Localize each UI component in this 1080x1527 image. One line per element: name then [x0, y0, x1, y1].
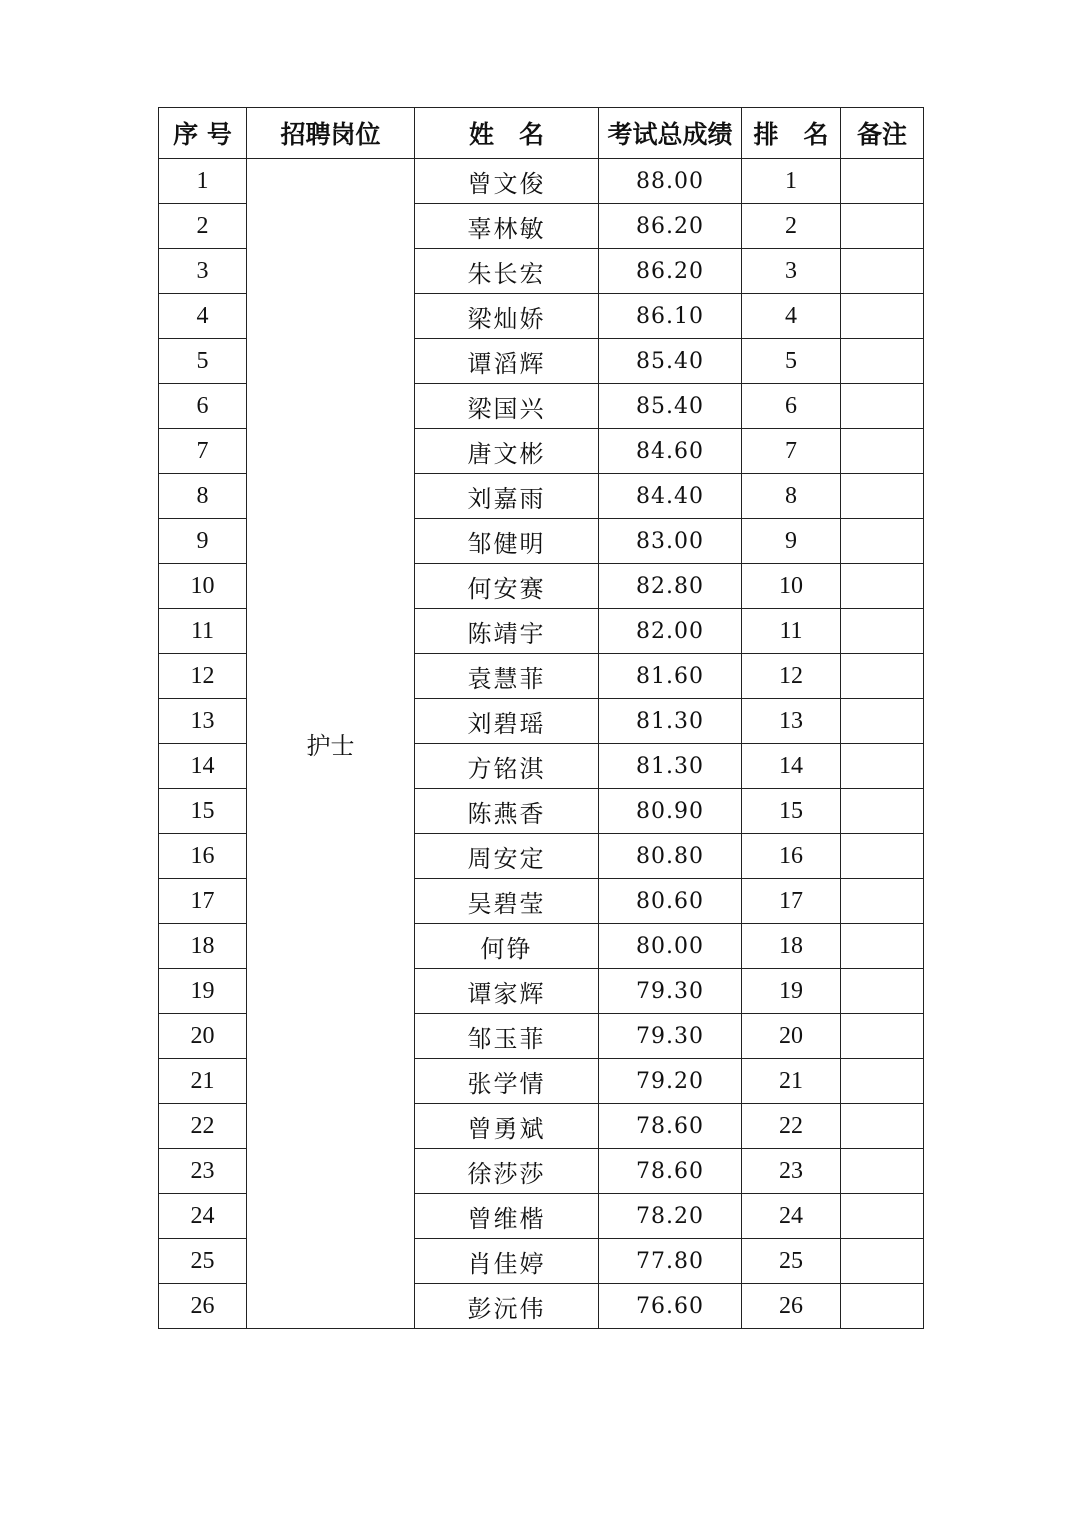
cell-name: 邹健明: [415, 519, 599, 564]
cell-seq: 7: [159, 429, 247, 474]
cell-rank: 24: [742, 1194, 841, 1239]
cell-note: [841, 1284, 924, 1329]
cell-seq: 15: [159, 789, 247, 834]
cell-name: 刘嘉雨: [415, 474, 599, 519]
cell-seq: 20: [159, 1014, 247, 1059]
cell-score: 79.30: [599, 1014, 742, 1059]
cell-name: 辜林敏: [415, 204, 599, 249]
header-row: [159, 108, 924, 159]
cell-seq: 25: [159, 1239, 247, 1284]
table-header: [159, 108, 924, 159]
cell-name: 肖佳婷: [415, 1239, 599, 1284]
cell-name: 张学情: [415, 1059, 599, 1104]
cell-rank: 13: [742, 699, 841, 744]
cell-score: 78.20: [599, 1194, 742, 1239]
header-rank: 排 名: [742, 108, 841, 159]
cell-note: [841, 339, 924, 384]
cell-rank: 6: [742, 384, 841, 429]
cell-score: 82.00: [599, 609, 742, 654]
cell-seq: 5: [159, 339, 247, 384]
cell-name: 何安赛: [415, 564, 599, 609]
cell-rank: 9: [742, 519, 841, 564]
cell-score: 82.80: [599, 564, 742, 609]
cell-position: 护士: [247, 159, 415, 1329]
cell-seq: 12: [159, 654, 247, 699]
cell-note: [841, 609, 924, 654]
cell-note: [841, 1104, 924, 1149]
cell-seq: 13: [159, 699, 247, 744]
cell-score: 88.00: [599, 159, 742, 204]
cell-rank: 20: [742, 1014, 841, 1059]
cell-rank: 10: [742, 564, 841, 609]
cell-note: [841, 699, 924, 744]
cell-rank: 21: [742, 1059, 841, 1104]
cell-rank: 16: [742, 834, 841, 879]
cell-name: 曾勇斌: [415, 1104, 599, 1149]
cell-name: 梁灿娇: [415, 294, 599, 339]
cell-name: 陈燕香: [415, 789, 599, 834]
cell-score: 79.20: [599, 1059, 742, 1104]
cell-seq: 11: [159, 609, 247, 654]
cell-note: [841, 429, 924, 474]
cell-seq: 21: [159, 1059, 247, 1104]
cell-seq: 6: [159, 384, 247, 429]
cell-note: [841, 654, 924, 699]
cell-rank: 12: [742, 654, 841, 699]
cell-name: 邹玉菲: [415, 1014, 599, 1059]
cell-note: [841, 519, 924, 564]
cell-name: 谭滔辉: [415, 339, 599, 384]
cell-score: 80.80: [599, 834, 742, 879]
cell-name: 朱长宏: [415, 249, 599, 294]
cell-seq: 2: [159, 204, 247, 249]
cell-score: 85.40: [599, 384, 742, 429]
cell-score: 79.30: [599, 969, 742, 1014]
cell-rank: 22: [742, 1104, 841, 1149]
cell-seq: 22: [159, 1104, 247, 1149]
cell-score: 85.40: [599, 339, 742, 384]
cell-score: 83.00: [599, 519, 742, 564]
cell-seq: 3: [159, 249, 247, 294]
header-name: 姓 名: [415, 108, 599, 159]
header-seq: 序 号: [159, 108, 247, 159]
cell-score: 81.60: [599, 654, 742, 699]
cell-note: [841, 1239, 924, 1284]
cell-rank: 14: [742, 744, 841, 789]
table-row: [159, 159, 924, 204]
cell-name: 周安定: [415, 834, 599, 879]
table-body: [159, 159, 924, 1329]
cell-seq: 4: [159, 294, 247, 339]
exam-results-table: [158, 107, 924, 1329]
cell-name: 方铭淇: [415, 744, 599, 789]
cell-seq: 17: [159, 879, 247, 924]
cell-score: 84.60: [599, 429, 742, 474]
cell-rank: 25: [742, 1239, 841, 1284]
cell-seq: 26: [159, 1284, 247, 1329]
cell-rank: 23: [742, 1149, 841, 1194]
cell-name: 吴碧莹: [415, 879, 599, 924]
cell-seq: 14: [159, 744, 247, 789]
cell-rank: 5: [742, 339, 841, 384]
cell-name: 谭家辉: [415, 969, 599, 1014]
cell-note: [841, 1014, 924, 1059]
cell-rank: 4: [742, 294, 841, 339]
header-position: 招聘岗位: [247, 108, 415, 159]
cell-note: [841, 789, 924, 834]
cell-name: 曾维楷: [415, 1194, 599, 1239]
results-sheet: [158, 107, 923, 1329]
cell-score: 77.80: [599, 1239, 742, 1284]
cell-score: 80.90: [599, 789, 742, 834]
cell-score: 86.10: [599, 294, 742, 339]
cell-seq: 18: [159, 924, 247, 969]
cell-score: 81.30: [599, 744, 742, 789]
cell-note: [841, 1194, 924, 1239]
cell-name: 陈靖宇: [415, 609, 599, 654]
cell-rank: 15: [742, 789, 841, 834]
cell-rank: 19: [742, 969, 841, 1014]
cell-rank: 8: [742, 474, 841, 519]
cell-note: [841, 744, 924, 789]
cell-rank: 2: [742, 204, 841, 249]
cell-rank: 18: [742, 924, 841, 969]
cell-score: 78.60: [599, 1149, 742, 1194]
cell-note: [841, 1149, 924, 1194]
cell-score: 78.60: [599, 1104, 742, 1149]
cell-seq: 10: [159, 564, 247, 609]
cell-score: 80.60: [599, 879, 742, 924]
cell-note: [841, 834, 924, 879]
header-score: 考试总成绩: [599, 108, 742, 159]
cell-rank: 17: [742, 879, 841, 924]
cell-name: 袁慧菲: [415, 654, 599, 699]
cell-note: [841, 204, 924, 249]
cell-name: 曾文俊: [415, 159, 599, 204]
cell-seq: 23: [159, 1149, 247, 1194]
cell-note: [841, 564, 924, 609]
cell-note: [841, 924, 924, 969]
cell-score: 86.20: [599, 249, 742, 294]
cell-note: [841, 1059, 924, 1104]
cell-seq: 24: [159, 1194, 247, 1239]
cell-name: 刘碧瑶: [415, 699, 599, 744]
cell-note: [841, 879, 924, 924]
cell-seq: 8: [159, 474, 247, 519]
cell-note: [841, 384, 924, 429]
cell-name: 唐文彬: [415, 429, 599, 474]
cell-name: 梁国兴: [415, 384, 599, 429]
cell-score: 80.00: [599, 924, 742, 969]
cell-note: [841, 249, 924, 294]
cell-seq: 19: [159, 969, 247, 1014]
cell-rank: 3: [742, 249, 841, 294]
cell-score: 86.20: [599, 204, 742, 249]
cell-seq: 16: [159, 834, 247, 879]
cell-score: 81.30: [599, 699, 742, 744]
cell-rank: 1: [742, 159, 841, 204]
cell-seq: 9: [159, 519, 247, 564]
cell-rank: 7: [742, 429, 841, 474]
header-note: 备注: [841, 108, 924, 159]
cell-name: 徐莎莎: [415, 1149, 599, 1194]
cell-note: [841, 159, 924, 204]
cell-name: 彭沅伟: [415, 1284, 599, 1329]
cell-name: 何铮: [415, 924, 599, 969]
cell-note: [841, 294, 924, 339]
cell-note: [841, 969, 924, 1014]
cell-rank: 26: [742, 1284, 841, 1329]
cell-note: [841, 474, 924, 519]
cell-score: 76.60: [599, 1284, 742, 1329]
cell-rank: 11: [742, 609, 841, 654]
cell-score: 84.40: [599, 474, 742, 519]
cell-seq: 1: [159, 159, 247, 204]
